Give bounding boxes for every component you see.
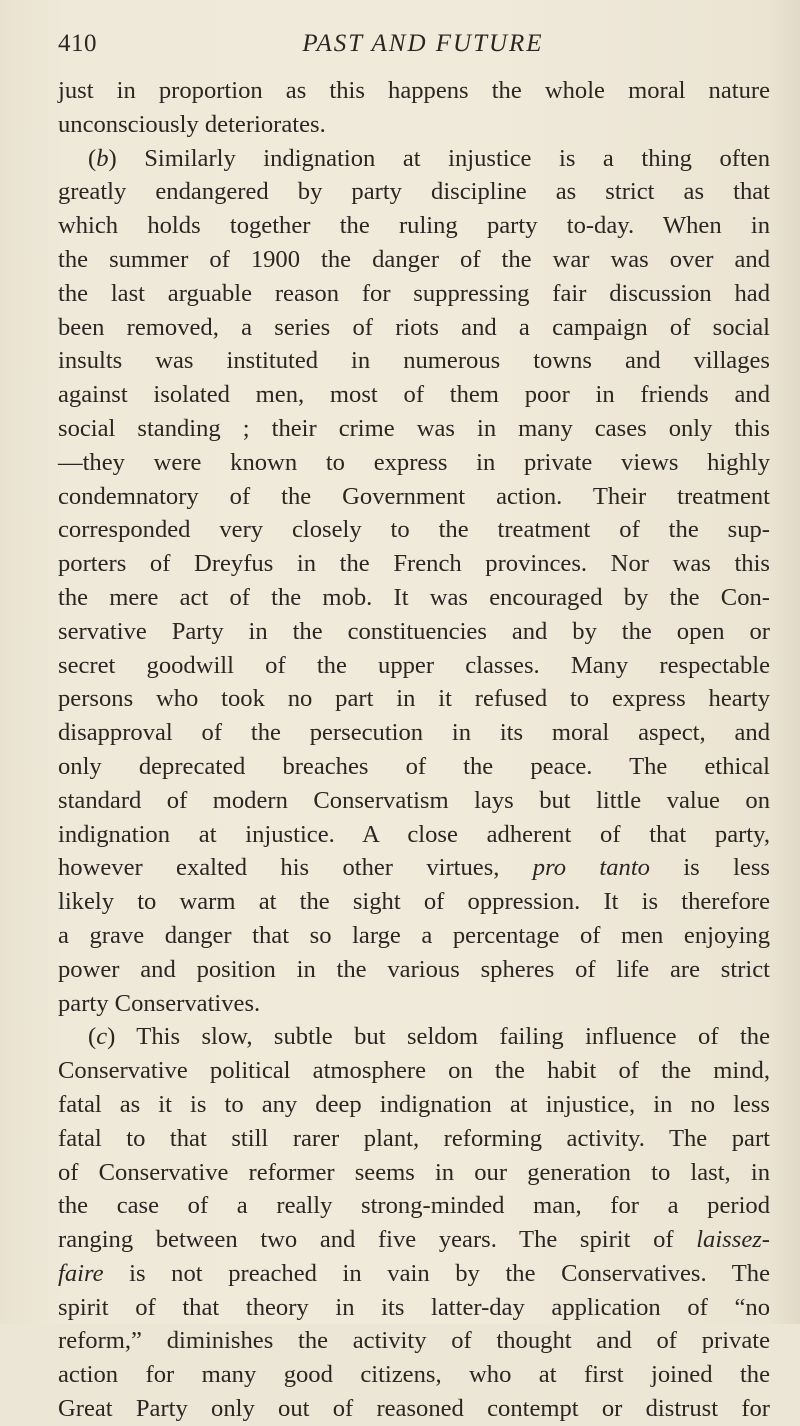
text-line: (b) Similarly indignation at injustice is a thing often: [88, 144, 770, 172]
text-line: a grave danger that so large a percentage of men enjoying: [58, 921, 770, 949]
text-line: of Conservative reformer seems in our generation to last, in: [58, 1158, 770, 1186]
page-number: 410: [58, 30, 97, 57]
text-line: disapproval of the persecution in its moral aspect, and: [58, 719, 770, 747]
text-line: Great Party only out of reasoned contempt or distrust for: [58, 1395, 770, 1423]
text-line: likely to warm at the sight of oppression. It is therefore: [58, 888, 770, 916]
text-line: just in proportion as this happens the whole moral nature: [58, 77, 770, 104]
text-line: the summer of 1900 the danger of the war was over and: [58, 245, 770, 273]
text-line: which holds together the ruling party to-day. When in: [58, 212, 770, 240]
text-line: corresponded very closely to the treatment of the sup-: [58, 516, 770, 544]
text-line: unconsciously deteriorates.: [58, 110, 326, 138]
running-head: PAST AND FUTURE: [302, 30, 544, 57]
text-line: Conservative political atmosphere on the habit of the mind,: [58, 1057, 770, 1085]
text-line: spirit of that theory in its latter-day application of “no: [58, 1293, 770, 1321]
text-line: power and position in the various spheres of life are strict: [58, 955, 770, 983]
text-line: the last arguable reason for suppressing fair discussion had: [58, 279, 770, 307]
text-line: standard of modern Conservatism lays but little value on: [58, 786, 770, 814]
text-line: indignation at injustice. A close adherent of that party,: [58, 820, 770, 848]
text-line: fatal to that still rarer plant, reforming activity. The part: [58, 1124, 770, 1152]
text-line: greatly endangered by party discipline as strict as that: [58, 178, 770, 206]
text-line: insults was instituted in numerous towns and villages: [58, 347, 770, 375]
text-line: the mere act of the mob. It was encouraged by the Con-: [58, 583, 770, 611]
page-header: [58, 22, 748, 62]
body-text: [58, 74, 770, 1426]
text-line: reform,” diminishes the activity of thought and of private: [58, 1327, 770, 1355]
text-line: party Conservatives.: [58, 989, 261, 1017]
text-line: only deprecated breaches of the peace. The ethical: [58, 752, 770, 780]
text-line: secret goodwill of the upper classes. Many respectable: [58, 651, 770, 679]
text-line: against isolated men, most of them poor in friends and: [58, 381, 770, 409]
text-line: fatal as it is to any deep indignation at injustice, in no less: [58, 1090, 770, 1118]
text-line: the case of a really strong-minded man, for a period: [58, 1192, 770, 1220]
text-line: servative Party in the constituencies and by the open or: [58, 617, 770, 645]
text-line: faire is not preached in vain by the Conservatives. The: [58, 1259, 770, 1287]
text-line: persons who took no part in it refused to express hearty: [58, 685, 770, 713]
text-line: porters of Dreyfus in the French provinces. Nor was this: [58, 550, 770, 578]
text-line: ranging between two and five years. The spirit of laissez-: [58, 1226, 770, 1254]
text-line: condemnatory of the Government action. Their treatment: [58, 482, 770, 510]
text-line: been removed, a series of riots and a campaign of social: [58, 313, 770, 341]
text-line: social standing ; their crime was in many cases only this: [58, 414, 770, 442]
text-line: however exalted his other virtues, pro tanto is less: [58, 854, 770, 882]
text-line: (c) This slow, subtle but seldom failing influence of the: [88, 1023, 770, 1051]
text-line: action for many good citizens, who at first joined the: [58, 1361, 770, 1389]
text-line: —they were known to express in private views highly: [58, 448, 770, 476]
